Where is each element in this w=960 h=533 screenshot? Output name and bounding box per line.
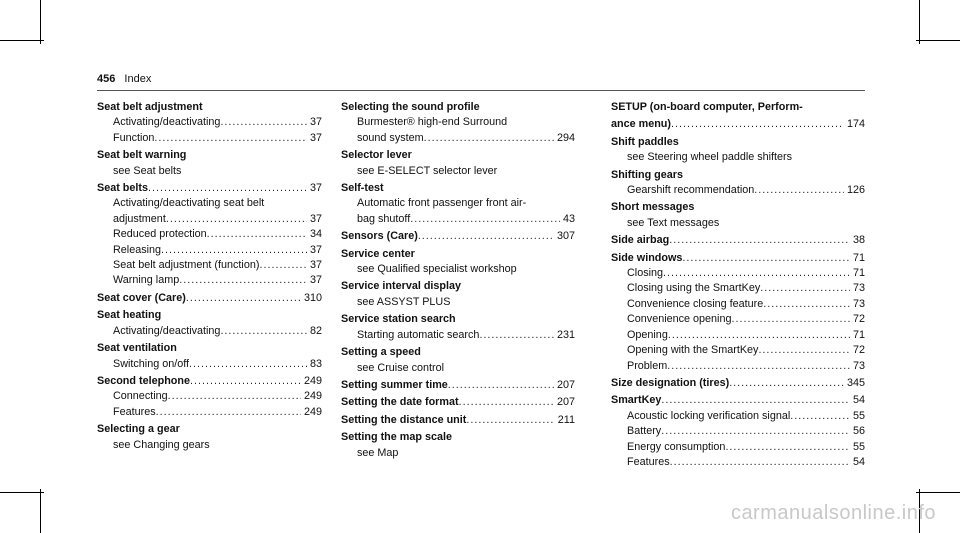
leader-dots (669, 233, 850, 248)
index-entry (97, 308, 322, 339)
entry-title: SmartKey (611, 394, 662, 407)
index-entry (341, 229, 575, 244)
index-entry-heading (341, 100, 575, 115)
entry-title: Self-test (341, 182, 384, 195)
entry-title: Side airbag (611, 234, 670, 247)
index-entry (341, 247, 575, 278)
index-entry-heading (97, 181, 322, 196)
index-entry (341, 378, 575, 393)
leader-dots (790, 409, 850, 424)
subentry-text: see Seat belts (113, 164, 182, 177)
page-reference: 174 (846, 118, 865, 131)
index-entry-heading (97, 308, 322, 323)
leader-dots (479, 328, 554, 343)
index-subentry (97, 389, 322, 404)
subentry-text: bag shutoff (357, 212, 411, 225)
page-reference: 71 (852, 251, 865, 264)
subentry-text: see Qualified specialist workshop (357, 263, 517, 276)
index-subentry (97, 196, 322, 211)
entry-title: Side windows (611, 251, 683, 264)
page-reference: 55 (852, 409, 865, 422)
leader-dots (758, 343, 850, 358)
leader-dots (459, 395, 554, 410)
index-subentry (97, 258, 322, 273)
index-subentry (341, 361, 575, 376)
index-subentry (341, 262, 575, 277)
subentry-text: Connecting (113, 390, 168, 403)
page-reference: 55 (852, 440, 865, 453)
index-subentry (97, 273, 322, 288)
page-reference: 73 (852, 282, 865, 295)
entry-title: SETUP (on-board computer, Perform- (611, 101, 803, 113)
leader-dots (186, 291, 301, 306)
index-entry (611, 117, 865, 132)
page-reference: 38 (852, 234, 865, 247)
entry-title: Seat cover (Care) (97, 291, 186, 304)
entry-title: Seat belts (97, 182, 149, 195)
page-reference: 207 (556, 378, 575, 391)
entry-title: Second telephone (97, 374, 190, 387)
subentry-text: Starting automatic search (357, 328, 480, 341)
page-reference: 249 (303, 374, 322, 387)
index-entry (97, 422, 322, 453)
leader-dots (729, 376, 844, 391)
entry-title: Shift paddles (611, 135, 679, 148)
index-entry-heading (611, 376, 865, 391)
index-entry-heading (611, 233, 865, 248)
index-entry-heading (97, 291, 322, 306)
leader-dots (731, 312, 850, 327)
page-reference: 37 (309, 131, 322, 144)
leader-dots (259, 258, 307, 273)
subentry-text: see Map (357, 446, 399, 459)
index-subentry (341, 295, 575, 310)
subentry-text: Closing (627, 267, 664, 280)
subentry-text: Closing using the SmartKey (627, 282, 761, 295)
subentry-text: Features (627, 455, 670, 468)
entry-title: Sensors (Care) (341, 230, 418, 243)
index-column-1 (97, 100, 322, 455)
index-subentry (97, 115, 322, 130)
subentry-text: Function (113, 131, 155, 144)
page-reference: 71 (852, 328, 865, 341)
entry-title: Setting the date format (341, 396, 459, 409)
index-entry-heading (97, 374, 322, 389)
index-entry-heading (97, 148, 322, 163)
subentry-text: Activating/deactivating seat belt (113, 197, 265, 210)
index-entry (611, 376, 865, 391)
entry-title: Setting a speed (341, 346, 421, 359)
entry-title: Shifting gears (611, 168, 683, 181)
index-subentry (611, 424, 865, 439)
page-reference: 83 (309, 357, 322, 370)
page-reference: 37 (309, 182, 322, 195)
subentry-text: Opening (627, 328, 668, 341)
index-subentry (611, 281, 865, 296)
leader-dots (418, 229, 554, 244)
leader-dots (166, 212, 307, 227)
page-reference: 72 (852, 344, 865, 357)
index-subentry (341, 212, 575, 227)
entry-title: Seat heating (97, 309, 162, 322)
index-subentry (341, 115, 575, 130)
page-reference: 307 (556, 230, 575, 243)
index-subentry (341, 196, 575, 211)
index-entry-heading (341, 395, 575, 410)
index-entry (341, 181, 575, 227)
subentry-text: Activating/deactivating (113, 324, 221, 337)
subentry-text: see Text messages (627, 216, 720, 229)
subentry-text: Automatic front passenger front air- (357, 197, 527, 210)
subentry-text: Activating/deactivating (113, 116, 221, 129)
index-subentry (611, 328, 865, 343)
index-entry (611, 393, 865, 470)
index-entry-heading (341, 430, 575, 445)
entry-title: Service center (341, 247, 415, 260)
leader-dots (668, 328, 850, 343)
index-entry-heading (341, 229, 575, 244)
entry-title: Selecting the sound profile (341, 101, 480, 113)
index-entry-heading (97, 100, 322, 115)
subentry-text: Warning lamp (113, 274, 180, 287)
subentry-text: Seat belt adjustment (function) (113, 259, 260, 272)
index-entry (97, 291, 322, 306)
index-subentry (611, 312, 865, 327)
page-reference: 37 (309, 274, 322, 287)
subentry-text: see Cruise control (357, 361, 445, 374)
index-entry (611, 200, 865, 231)
page-header (97, 73, 151, 85)
leader-dots (161, 243, 307, 258)
index-subentry (611, 266, 865, 281)
entry-title: Selecting a gear (97, 423, 180, 436)
page-reference: 211 (557, 413, 575, 426)
page-reference: 231 (556, 328, 575, 341)
page-reference: 37 (309, 259, 322, 272)
leader-dots (661, 393, 850, 408)
index-entry-heading (611, 135, 865, 150)
page-reference: 249 (303, 405, 322, 418)
index-entry-heading (341, 378, 575, 393)
leader-dots (754, 183, 844, 198)
index-entry (341, 430, 575, 461)
page-reference: 73 (852, 297, 865, 310)
subentry-text: Opening with the SmartKey (627, 344, 759, 357)
leader-dots (148, 181, 307, 196)
index-subentry (97, 438, 322, 453)
subentry-text: Battery (627, 425, 662, 438)
subentry-text: Acoustic locking verification signal (627, 409, 791, 422)
index-subentry (611, 216, 865, 231)
index-subentry (97, 164, 322, 179)
index-entry (341, 279, 575, 310)
page-reference: 73 (852, 359, 865, 372)
page-title: Index (124, 73, 152, 85)
index-column-3 (611, 100, 865, 472)
index-entry (611, 100, 865, 115)
entry-title: Seat ventilation (97, 342, 177, 355)
index-entry (341, 100, 575, 146)
subentry-text: sound system (357, 131, 424, 144)
page-reference: 72 (852, 313, 865, 326)
index-entry-heading (341, 181, 575, 196)
leader-dots (760, 281, 850, 296)
subentry-text: Convenience closing feature (627, 297, 764, 310)
index-subentry (341, 131, 575, 146)
index-entry-heading (97, 341, 322, 356)
index-entry-heading (611, 168, 865, 183)
index-entry (97, 148, 322, 179)
entry-title: Service station search (341, 313, 456, 326)
entry-title: Setting the distance unit (341, 413, 467, 426)
entry-title: Seat belt warning (97, 149, 187, 162)
index-entry-heading (341, 279, 575, 294)
index-entry-heading (341, 247, 575, 262)
entry-title: Size designation (tires) (611, 376, 730, 389)
index-subentry (611, 455, 865, 470)
subentry-text: Burmester® high-end Surround (357, 116, 508, 129)
leader-dots (424, 131, 554, 146)
entry-title: Service interval display (341, 280, 462, 293)
index-subentry (97, 243, 322, 258)
subentry-text: Reduced protection (113, 228, 207, 241)
leader-dots (154, 131, 307, 146)
leader-dots (671, 117, 844, 132)
index-entry (97, 374, 322, 420)
index-entry-heading (611, 200, 865, 215)
entry-title: Seat belt adjustment (97, 101, 203, 113)
entry-title: Selector lever (341, 149, 412, 162)
leader-dots (410, 212, 560, 227)
leader-dots (663, 266, 850, 281)
page-reference: 54 (852, 394, 865, 407)
page-reference: 310 (303, 291, 322, 304)
index-entry (97, 100, 322, 146)
index-entry-heading (341, 148, 575, 163)
page-reference: 345 (846, 376, 865, 389)
index-subentry (611, 440, 865, 455)
index-entry-heading (341, 312, 575, 327)
leader-dots (168, 389, 301, 404)
index-entry (97, 181, 322, 289)
subentry-text: Gearshift recommendation (627, 184, 755, 197)
index-entry-heading (611, 251, 865, 266)
leader-dots (682, 251, 850, 266)
page-reference: 294 (556, 131, 575, 144)
leader-dots (661, 424, 850, 439)
entry-title: Setting summer time (341, 378, 448, 391)
index-entry-heading (341, 413, 575, 428)
header-rule (97, 90, 865, 91)
leader-dots (466, 413, 554, 428)
subentry-text: Energy consumption (627, 440, 726, 453)
page-reference: 126 (846, 184, 865, 197)
leader-dots (190, 374, 301, 389)
page-reference: 207 (556, 396, 575, 409)
page-reference: 54 (852, 455, 865, 468)
index-entry (611, 251, 865, 374)
leader-dots (667, 359, 850, 374)
watermark: carmanualsonline.info (730, 502, 936, 524)
leader-dots (220, 324, 307, 339)
leader-dots (725, 440, 850, 455)
index-entry (341, 413, 575, 428)
index-subentry (341, 446, 575, 461)
index-entry-heading (341, 345, 575, 360)
index-subentry (97, 405, 322, 420)
leader-dots (670, 455, 850, 470)
index-subentry (611, 150, 865, 165)
index-subentry (97, 131, 322, 146)
subentry-text: see E-SELECT selector lever (357, 164, 498, 177)
subentry-text: see ASSYST PLUS (357, 295, 451, 308)
index-entry-heading (611, 117, 865, 132)
leader-dots (220, 115, 307, 130)
page-reference: 37 (309, 212, 322, 225)
leader-dots (207, 227, 307, 242)
subentry-text: Releasing (113, 243, 162, 256)
entry-title: Setting the map scale (341, 431, 453, 444)
page-reference: 56 (852, 425, 865, 438)
page-reference: 37 (309, 243, 322, 256)
index-subentry (97, 227, 322, 242)
page-reference: 37 (309, 116, 322, 129)
index-entry (341, 395, 575, 410)
index-subentry (611, 183, 865, 198)
index-subentry (611, 343, 865, 358)
page-reference: 249 (303, 390, 322, 403)
index-entry (341, 312, 575, 343)
index-subentry (341, 328, 575, 343)
index-subentry (611, 297, 865, 312)
index-subentry (97, 357, 322, 372)
index-subentry (341, 164, 575, 179)
index-entry (611, 168, 865, 199)
index-subentry (611, 359, 865, 374)
leader-dots (189, 357, 307, 372)
subentry-text: Convenience opening (627, 313, 732, 326)
index-entry-heading (611, 393, 865, 408)
index-subentry (611, 409, 865, 424)
leader-dots (448, 378, 554, 393)
leader-dots (179, 273, 307, 288)
page-reference: 34 (309, 228, 322, 241)
subentry-text: see Changing gears (113, 438, 210, 451)
page-number: 456 (97, 73, 116, 85)
subentry-text: Problem (627, 359, 668, 372)
index-subentry (97, 212, 322, 227)
subentry-text: adjustment (113, 212, 166, 225)
subentry-text: Features (113, 405, 156, 418)
index-column-2 (341, 100, 575, 463)
entry-title: Short messages (611, 201, 695, 214)
leader-dots (156, 405, 301, 420)
page-reference: 82 (309, 324, 322, 337)
index-entry-heading (611, 100, 865, 115)
index-entry (97, 341, 322, 372)
page-reference: 71 (852, 267, 865, 280)
index-entry (341, 345, 575, 376)
subentry-text: Switching on/off (113, 357, 190, 370)
index-subentry (97, 324, 322, 339)
index-entry (341, 148, 575, 179)
subentry-text: see Steering wheel paddle shifters (627, 151, 793, 164)
index-entry-heading (97, 422, 322, 437)
leader-dots (763, 297, 850, 312)
entry-title: ance menu) (611, 118, 671, 131)
index-entry (611, 233, 865, 248)
page-reference: 43 (562, 212, 575, 225)
index-entry (611, 135, 865, 166)
